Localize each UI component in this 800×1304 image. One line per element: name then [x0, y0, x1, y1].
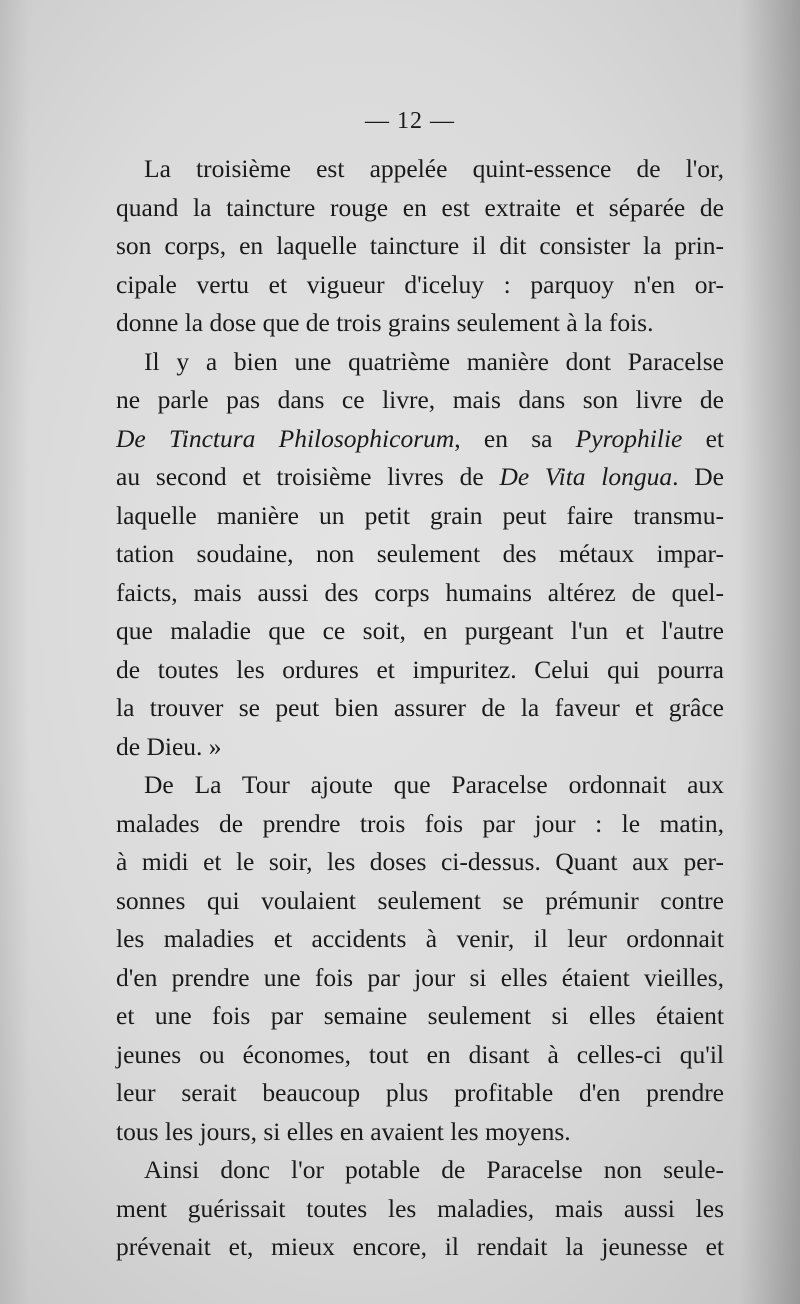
- italic-title: Pyrophilie: [575, 423, 683, 453]
- text-line: à midi et le soir, les doses ci-dessus. Quant aux per-: [116, 847, 724, 876]
- text-line: de Dieu. »: [116, 731, 222, 761]
- text-line: de toutes les ordures et impuritez. Celui qui pourra: [116, 654, 724, 684]
- italic-title: De Vita longua: [499, 462, 673, 491]
- text-line: donne la dose que de trois grains seulement à la fois.: [116, 308, 654, 337]
- text-line: [116, 420, 724, 459]
- text-line: cipale vertu et vigueur d'iceluy : parquoy n'en or-: [116, 269, 724, 299]
- text-line: leur serait beaucoup plus profitable d'en prendre: [116, 1078, 724, 1107]
- text-segment: et: [682, 423, 725, 453]
- text-line: [116, 458, 724, 497]
- text-line: la trouver se peut bien assurer de la faveur et grâce: [116, 693, 724, 722]
- text-segment: , en sa: [454, 423, 576, 453]
- page-number: — 12 —: [365, 108, 455, 134]
- text-line: quand la taincture rouge en est extraite et séparée de: [116, 192, 724, 222]
- page-shadow-left: [0, 0, 30, 1304]
- text-line: La troisième est appelée quint-essence de l'or,: [144, 154, 724, 183]
- text-segment: . De: [672, 462, 724, 491]
- italic-title: De Tinctura Philosophicorum: [116, 423, 455, 453]
- text-line: ment guérissait toutes les maladies, mais aussi les: [116, 1193, 724, 1223]
- text-line: jeunes ou économes, tout en disant à celles-ci qu'il: [116, 1039, 724, 1069]
- body-text: [116, 150, 724, 1267]
- text-line: Ainsi donc l'or potable de Paracelse non seule-: [144, 1155, 724, 1184]
- text-line: Il y a bien une quatrième manière dont Paracelse: [144, 346, 724, 376]
- text-line: tous les jours, si elles en avaient les moyens.: [116, 1116, 571, 1146]
- text-line: laquelle manière un petit grain peut faire transmu-: [116, 500, 724, 530]
- text-line: et une fois par semaine seulement si elles étaient: [116, 1001, 724, 1030]
- text-line: sonnes qui voulaient seulement se prémunir contre: [116, 885, 724, 915]
- text-line: faicts, mais aussi des corps humains altérez de quel-: [116, 577, 724, 607]
- text-line: les maladies et accidents à venir, il leur ordonnait: [116, 924, 724, 953]
- text-line: De La Tour ajoute que Paracelse ordonnait aux: [144, 770, 724, 799]
- text-line: d'en prendre une fois par jour si elles étaient vieilles,: [116, 962, 724, 992]
- text-line: ne parle pas dans ce livre, mais dans son livre de: [116, 385, 724, 414]
- text-line: malades de prendre trois fois par jour : le matin,: [116, 808, 724, 838]
- page-shadow-right: [740, 0, 800, 1304]
- text-line: tation soudaine, non seulement des métaux impar-: [116, 539, 724, 568]
- text-line: son corps, en laquelle taincture il dit consister la prin-: [116, 231, 724, 260]
- text-line: prévenait et, mieux encore, il rendait la jeunesse et: [116, 1232, 724, 1261]
- text-segment: au second et troisième livres de: [116, 462, 500, 491]
- text-line: que maladie que ce soit, en purgeant l'un et l'autre: [116, 616, 724, 645]
